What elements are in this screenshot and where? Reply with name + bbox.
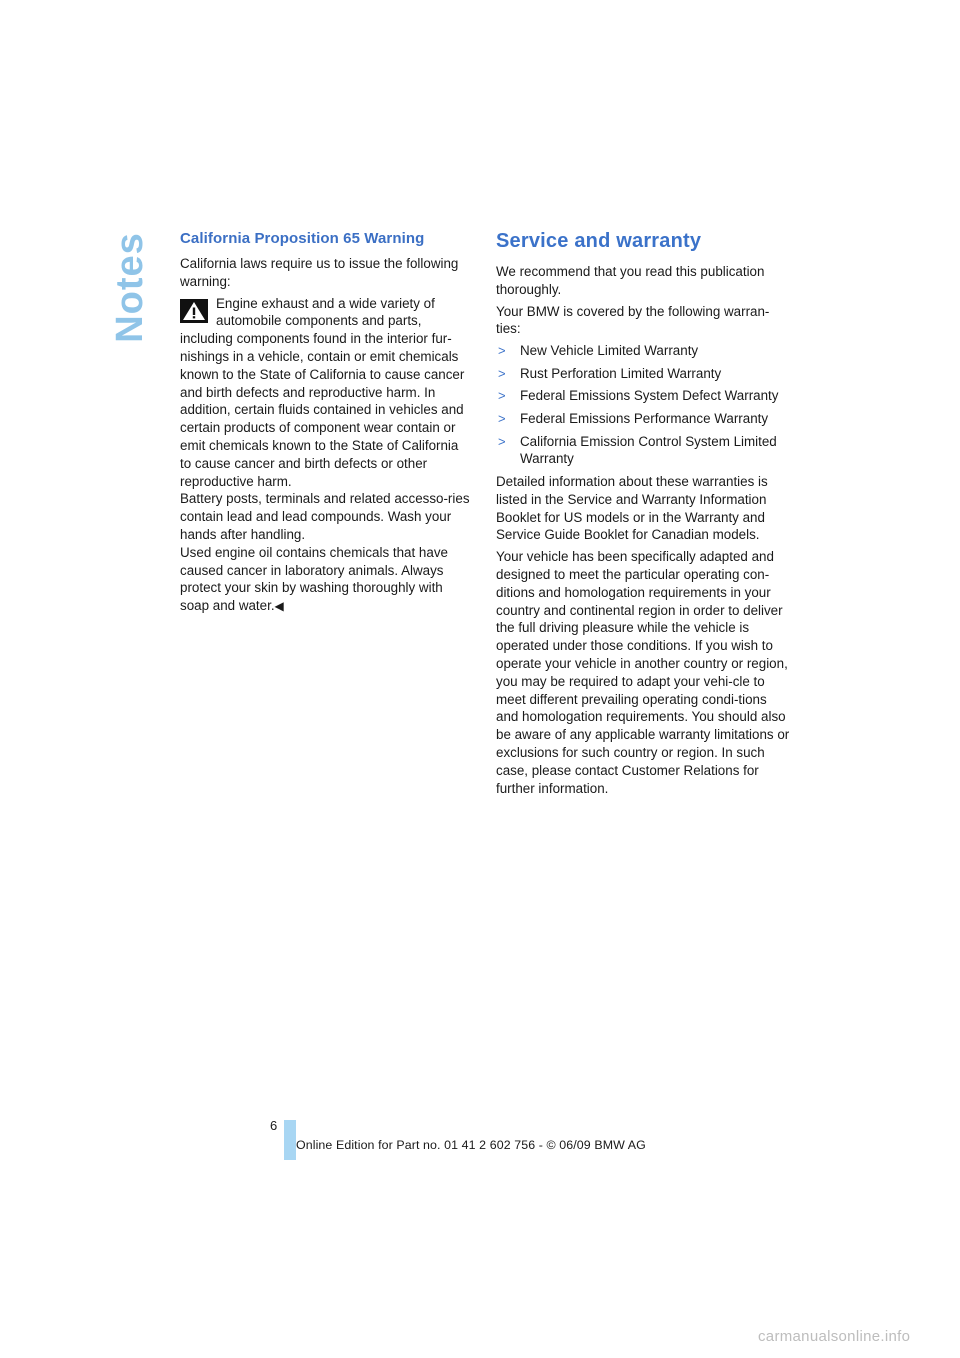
list-item-text: Federal Emissions System Defect Warranty [520, 388, 779, 404]
bullet-marker: > [498, 365, 506, 381]
left-column [180, 230, 472, 616]
section-tab-label: Notes [108, 231, 151, 343]
list-item [496, 387, 792, 405]
prop65-heading: California Proposition 65 Warning [180, 230, 425, 247]
service-para-adapted: Your vehicle has been specifically adapted and designed to meet the particular operating con-ditions and homologation requirements in your country and continental region in order to deliver the full driving pleasure while the vehicle is operated under those conditions. If you wish to operate your vehicle in another country or region, you may be required to adapt your vehi-cle to meet different prevailing operating condi-tions and homologation requirements. You should also be aware of any applicable warranty limitations or exclusions for such country or region. In such case, please contact Customer Relations for further information. [496, 549, 790, 796]
bullet-marker: > [498, 433, 506, 449]
footer-bar [284, 1120, 296, 1160]
service-para-recommend: We recommend that you read this publication thoroughly. [496, 264, 765, 297]
end-mark-icon: ◀ [274, 599, 284, 614]
footer-edition: Online Edition for Part no. 01 41 2 602 756 - © 06/09 BMW AG [296, 1138, 646, 1152]
warning-block [180, 295, 472, 616]
list-item-text: Rust Perforation Limited Warranty [520, 365, 722, 381]
service-para-covered: Your BMW is covered by the following warran-ties: [496, 303, 770, 337]
list-item [496, 365, 792, 383]
watermark: carmanualsonline.info [758, 1328, 911, 1345]
list-item [496, 433, 792, 469]
bullet-marker: > [498, 410, 506, 426]
warning-paragraph-battery: Battery posts, terminals and related accesso-ries contain lead and lead compounds. Wash your hands after handling. [180, 491, 470, 542]
list-item-text: Federal Emissions Performance Warranty [520, 410, 769, 426]
warning-paragraph-oil [180, 544, 472, 616]
prop65-intro: California laws require us to issue the following warning: [180, 256, 459, 289]
list-item [496, 342, 792, 360]
bullet-marker: > [498, 388, 506, 404]
service-heading: Service and warranty [496, 230, 702, 252]
warranty-list [496, 342, 792, 468]
right-column [496, 230, 792, 797]
list-item [496, 410, 792, 428]
bullet-marker: > [498, 343, 506, 359]
warning-triangle-icon [180, 299, 208, 323]
section-tab [108, 232, 152, 342]
service-para-details: Detailed information about these warranties is listed in the Service and Warranty Information Booklet for US models or in the Warranty and Service Guide Booklet for Canadian models. [496, 473, 768, 543]
warning-paragraph-exhaust: Engine exhaust and a wide variety of automobile components and parts, including components found in the interior fur-nishings in a vehicle, contain or emit chemicals known to the State of California to cause cancer and birth defects and reproductive harm. In addition, certain fluids contained in vehicles and certain products of component wear contain or emit chemicals known to the State of California to cause cancer and birth defects or other reproductive harm. [180, 295, 465, 489]
list-item-text: California Emission Control System Limited Warranty [520, 433, 777, 467]
list-item-text: New Vehicle Limited Warranty [520, 343, 699, 359]
warning-oil-text: Used engine oil contains chemicals that have caused cancer in laboratory animals. Always protect your skin by washing thoroughly with soap and water. [180, 544, 448, 614]
page-number: 6 [270, 1118, 278, 1133]
